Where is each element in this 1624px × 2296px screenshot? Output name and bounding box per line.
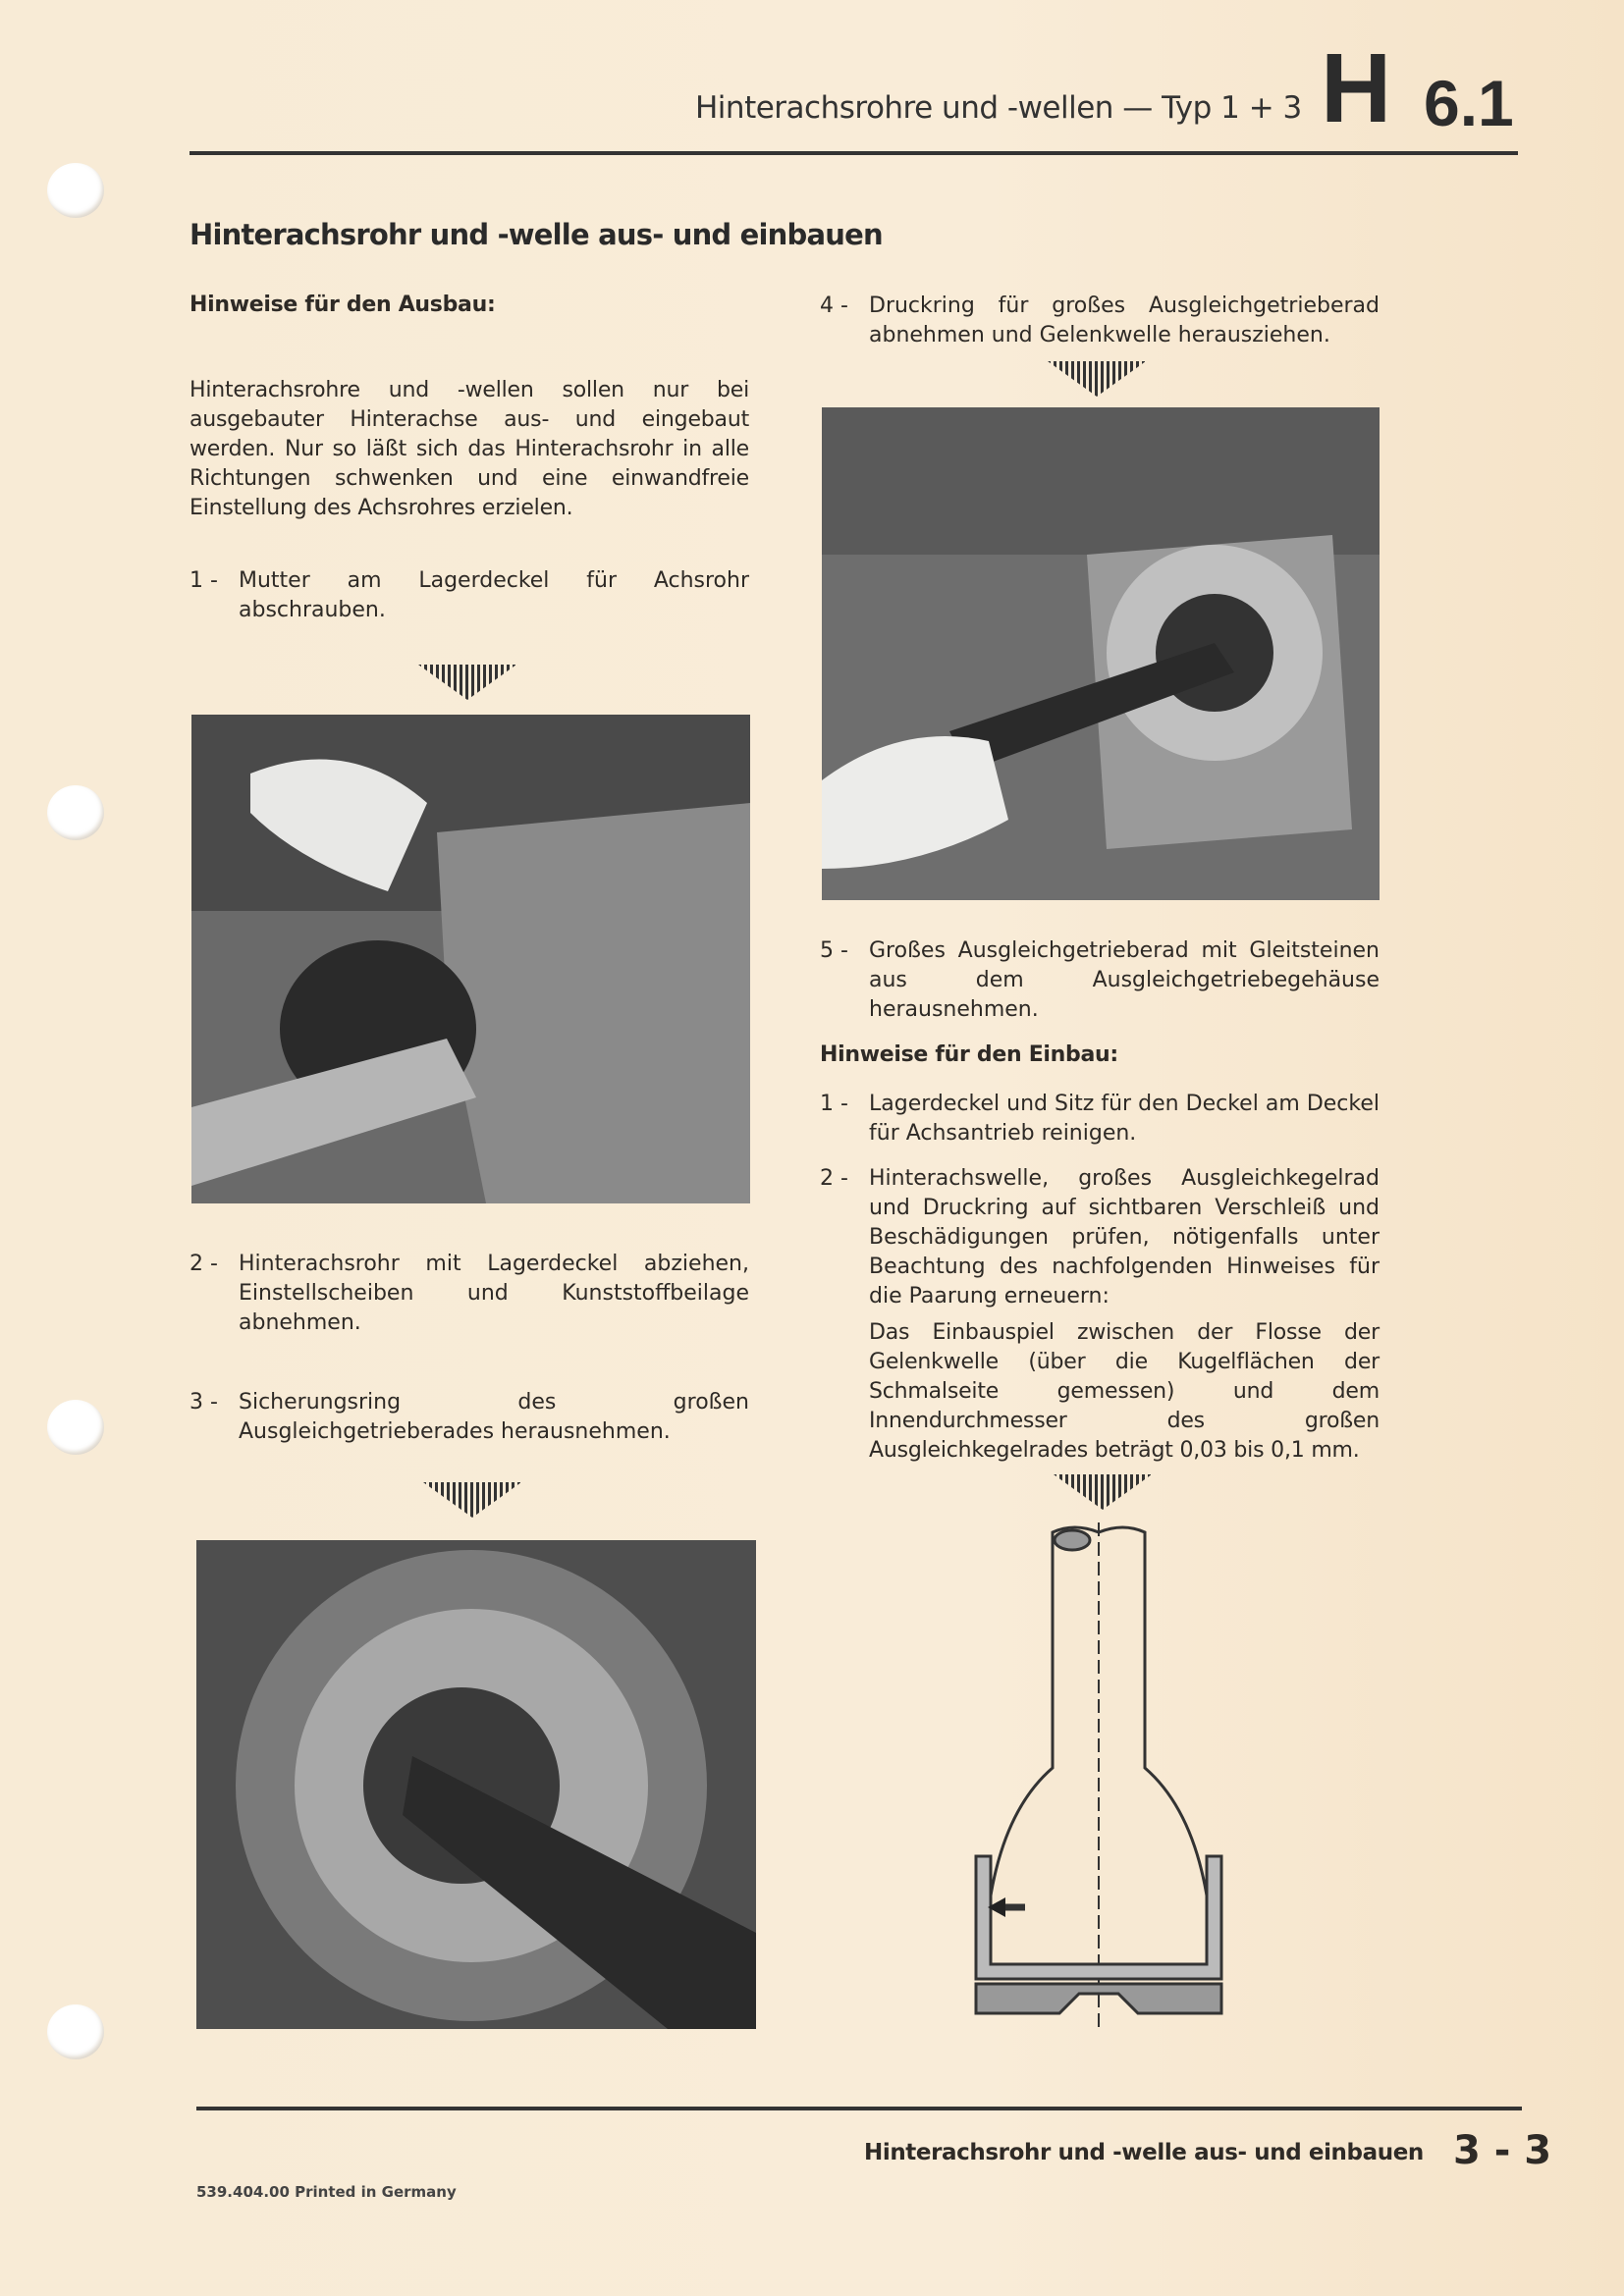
punch-hole	[47, 1400, 104, 1455]
intro-paragraph: Hinterachsrohre und -wellen sollen nur bei ausgebauter Hinterachse aus- und eingebaut werden. Nur so läßt sich das Hinterachsrohr in alle Richtungen schwenken und eine einwandfreie Einstellung des Achsrohres erzielen.	[189, 378, 749, 520]
arrow-down-icon	[1048, 361, 1146, 397]
install-step-1: 1 - Lagerdeckel und Sitz für den Deckel am Deckel für Achsantrieb reinigen.	[820, 1092, 1380, 1146]
photo-step-4	[822, 407, 1380, 900]
photo-step-3	[196, 1540, 756, 2029]
step-2: 2 - Hinterachsrohr mit Lagerdeckel abziehen, Einstellscheiben und Kunststoffbeilage abnehmen.	[189, 1252, 749, 1335]
install-heading: Hinweise für den Einbau:	[820, 1042, 1118, 1067]
step-5: 5 - Großes Ausgleichgetrieberad mit Gleitsteinen aus dem Ausgleichgetriebegehäuse herausnehmen.	[820, 938, 1380, 1022]
arrow-down-icon	[418, 665, 516, 700]
punch-hole	[47, 785, 104, 840]
install-note: Das Einbauspiel zwischen der Flosse der Gelenkwelle (über die Kugelflächen der Schmalseite gemessen) und dem Innendurchmesser des großen Ausgleichkegelrades beträgt 0,03 bis 0,1 mm.	[869, 1320, 1380, 1463]
group-number: 6.1	[1424, 67, 1514, 139]
footer-rule	[196, 2107, 1522, 2110]
arrow-down-icon	[1054, 1474, 1152, 1510]
removal-heading: Hinweise für den Ausbau:	[189, 293, 496, 317]
page-number: 3 - 3	[1453, 2128, 1552, 2173]
arrow-down-icon	[423, 1482, 521, 1518]
header-rule	[189, 151, 1518, 155]
step-1: 1 - Mutter am Lagerdeckel für Achsrohr abschrauben.	[189, 568, 749, 622]
photo-step-1	[191, 715, 750, 1203]
section-title: Hinterachsrohre und -wellen — Typ 1 + 3	[695, 90, 1302, 126]
punch-hole	[47, 2004, 104, 2059]
page-title: Hinterachsrohr und -welle aus- und einbauen	[189, 218, 883, 251]
punch-hole	[47, 163, 104, 218]
group-letter: H	[1321, 33, 1392, 143]
step-4: 4 - Druckring für großes Ausgleichgetrieberad abnehmen und Gelenkwelle herausziehen.	[820, 294, 1380, 347]
footer-title: Hinterachsrohr und -welle aus- und einbauen	[864, 2140, 1424, 2165]
step-3: 3 - Sicherungsring des großen Ausgleichgetrieberades herausnehmen.	[189, 1390, 749, 1444]
print-code: 539.404.00 Printed in Germany	[196, 2183, 457, 2201]
install-step-2: 2 - Hinterachswelle, großes Ausgleichkegelrad und Druckring auf sichtbaren Verschleiß und Beschädigungen prüfen, nötigenfalls unter Beachtung des nachfolgenden Hinweises für die Paarung erneuern:	[820, 1166, 1380, 1308]
shaft-diagram	[966, 1522, 1231, 2029]
